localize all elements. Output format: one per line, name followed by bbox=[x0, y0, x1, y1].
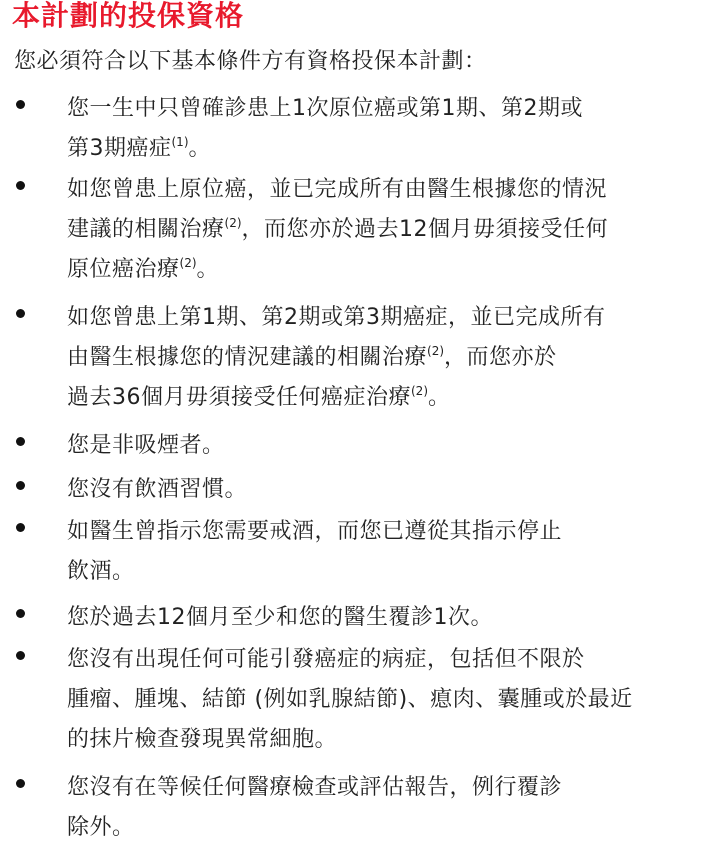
criterion-text bbox=[67, 640, 707, 760]
criterion-line bbox=[67, 89, 707, 129]
criterion-segment: 如醫生曾指示您需要戒酒，而您已遵從其指示停止 bbox=[67, 519, 563, 544]
criterion-segment: 。 bbox=[428, 385, 451, 410]
criterion-segment: 您一生中只曾確診患上1次原位癌或第1期、第2期或 bbox=[67, 96, 583, 121]
bullet-icon bbox=[16, 481, 25, 490]
criterion-segment: 腫瘤、腫塊、結節 (例如乳腺結節)、瘜肉、囊腫或於最近 bbox=[67, 687, 633, 712]
criterion-line bbox=[67, 598, 707, 638]
criterion-segment: 過去36個月毋須接受任何癌症治療 bbox=[67, 385, 411, 410]
criterion-line bbox=[67, 808, 707, 848]
criterion-segment: 的抹片檢查發現異常細胞。 bbox=[67, 727, 338, 752]
criterion-text bbox=[67, 170, 707, 290]
bullet-icon bbox=[16, 100, 25, 109]
criterion-segment: 如您曾患上第1期、第2期或第3期癌症，並已完成所有 bbox=[67, 305, 606, 330]
criterion-segment: 您沒有出現任何可能引發癌症的病症，包括但不限於 bbox=[67, 647, 585, 672]
bullet-icon bbox=[16, 523, 25, 532]
criterion-line bbox=[67, 210, 707, 250]
criterion-line bbox=[67, 680, 707, 720]
criterion-line bbox=[67, 768, 707, 808]
criterion-line bbox=[67, 512, 707, 552]
criterion-text bbox=[67, 512, 707, 592]
footnote-marker: (2) bbox=[427, 344, 445, 358]
criterion-segment: 飲酒。 bbox=[67, 559, 135, 584]
criterion-segment: 除外。 bbox=[67, 815, 135, 840]
page-title: 本計劃的投保資格 bbox=[12, 0, 245, 32]
bullet-icon bbox=[16, 779, 25, 788]
criterion-text bbox=[67, 470, 707, 510]
criterion-line bbox=[67, 298, 707, 338]
criterion-segment: 如您曾患上原位癌，並已完成所有由醫生根據您的情況 bbox=[67, 177, 608, 202]
criterion-text bbox=[67, 89, 707, 169]
criterion-segment: ，而您亦於 bbox=[444, 345, 557, 370]
criterion-text bbox=[67, 598, 707, 638]
criterion-line bbox=[67, 129, 707, 169]
criterion-segment: 您沒有在等候任何醫療檢查或評估報告，例行覆診 bbox=[67, 775, 563, 800]
criterion-segment: 。 bbox=[188, 136, 212, 161]
bullet-icon bbox=[16, 609, 25, 618]
criterion-segment: ，而您亦於過去12個月毋須接受任何 bbox=[241, 217, 609, 242]
criterion-line bbox=[67, 426, 707, 466]
criterion-line bbox=[67, 720, 707, 760]
footnote-marker: (2) bbox=[411, 384, 428, 398]
footnote-marker: (2) bbox=[179, 256, 197, 270]
criterion-line bbox=[67, 552, 707, 592]
criterion-text bbox=[67, 298, 707, 418]
criterion-line bbox=[67, 338, 707, 378]
criterion-text bbox=[67, 426, 707, 466]
criterion-line bbox=[67, 378, 707, 418]
criterion-text bbox=[67, 768, 707, 848]
criterion-segment: 原位癌治療 bbox=[67, 257, 180, 282]
bullet-icon bbox=[16, 309, 25, 318]
footnote-marker: (2) bbox=[224, 216, 242, 230]
intro-text: 您必須符合以下基本條件方有資格投保本計劃： bbox=[14, 49, 487, 74]
criterion-line bbox=[67, 170, 707, 210]
criterion-segment: 您沒有飲酒習慣。 bbox=[67, 477, 248, 502]
criterion-segment: 。 bbox=[196, 257, 220, 282]
bullet-icon bbox=[16, 181, 25, 190]
bullet-icon bbox=[16, 651, 25, 660]
bullet-icon bbox=[16, 437, 25, 446]
criterion-line bbox=[67, 640, 707, 680]
criterion-segment: 您於過去12個月至少和您的醫生覆診1次。 bbox=[67, 605, 493, 630]
criterion-segment: 建議的相關治療 bbox=[67, 217, 225, 242]
criterion-segment: 由醫生根據您的情況建議的相關治療 bbox=[67, 345, 428, 370]
criterion-segment: 第3期癌症 bbox=[67, 136, 172, 161]
criterion-line bbox=[67, 250, 707, 290]
criterion-segment: 您是非吸煙者。 bbox=[67, 433, 225, 458]
footnote-marker: (1) bbox=[171, 135, 189, 149]
criterion-line bbox=[67, 470, 707, 510]
